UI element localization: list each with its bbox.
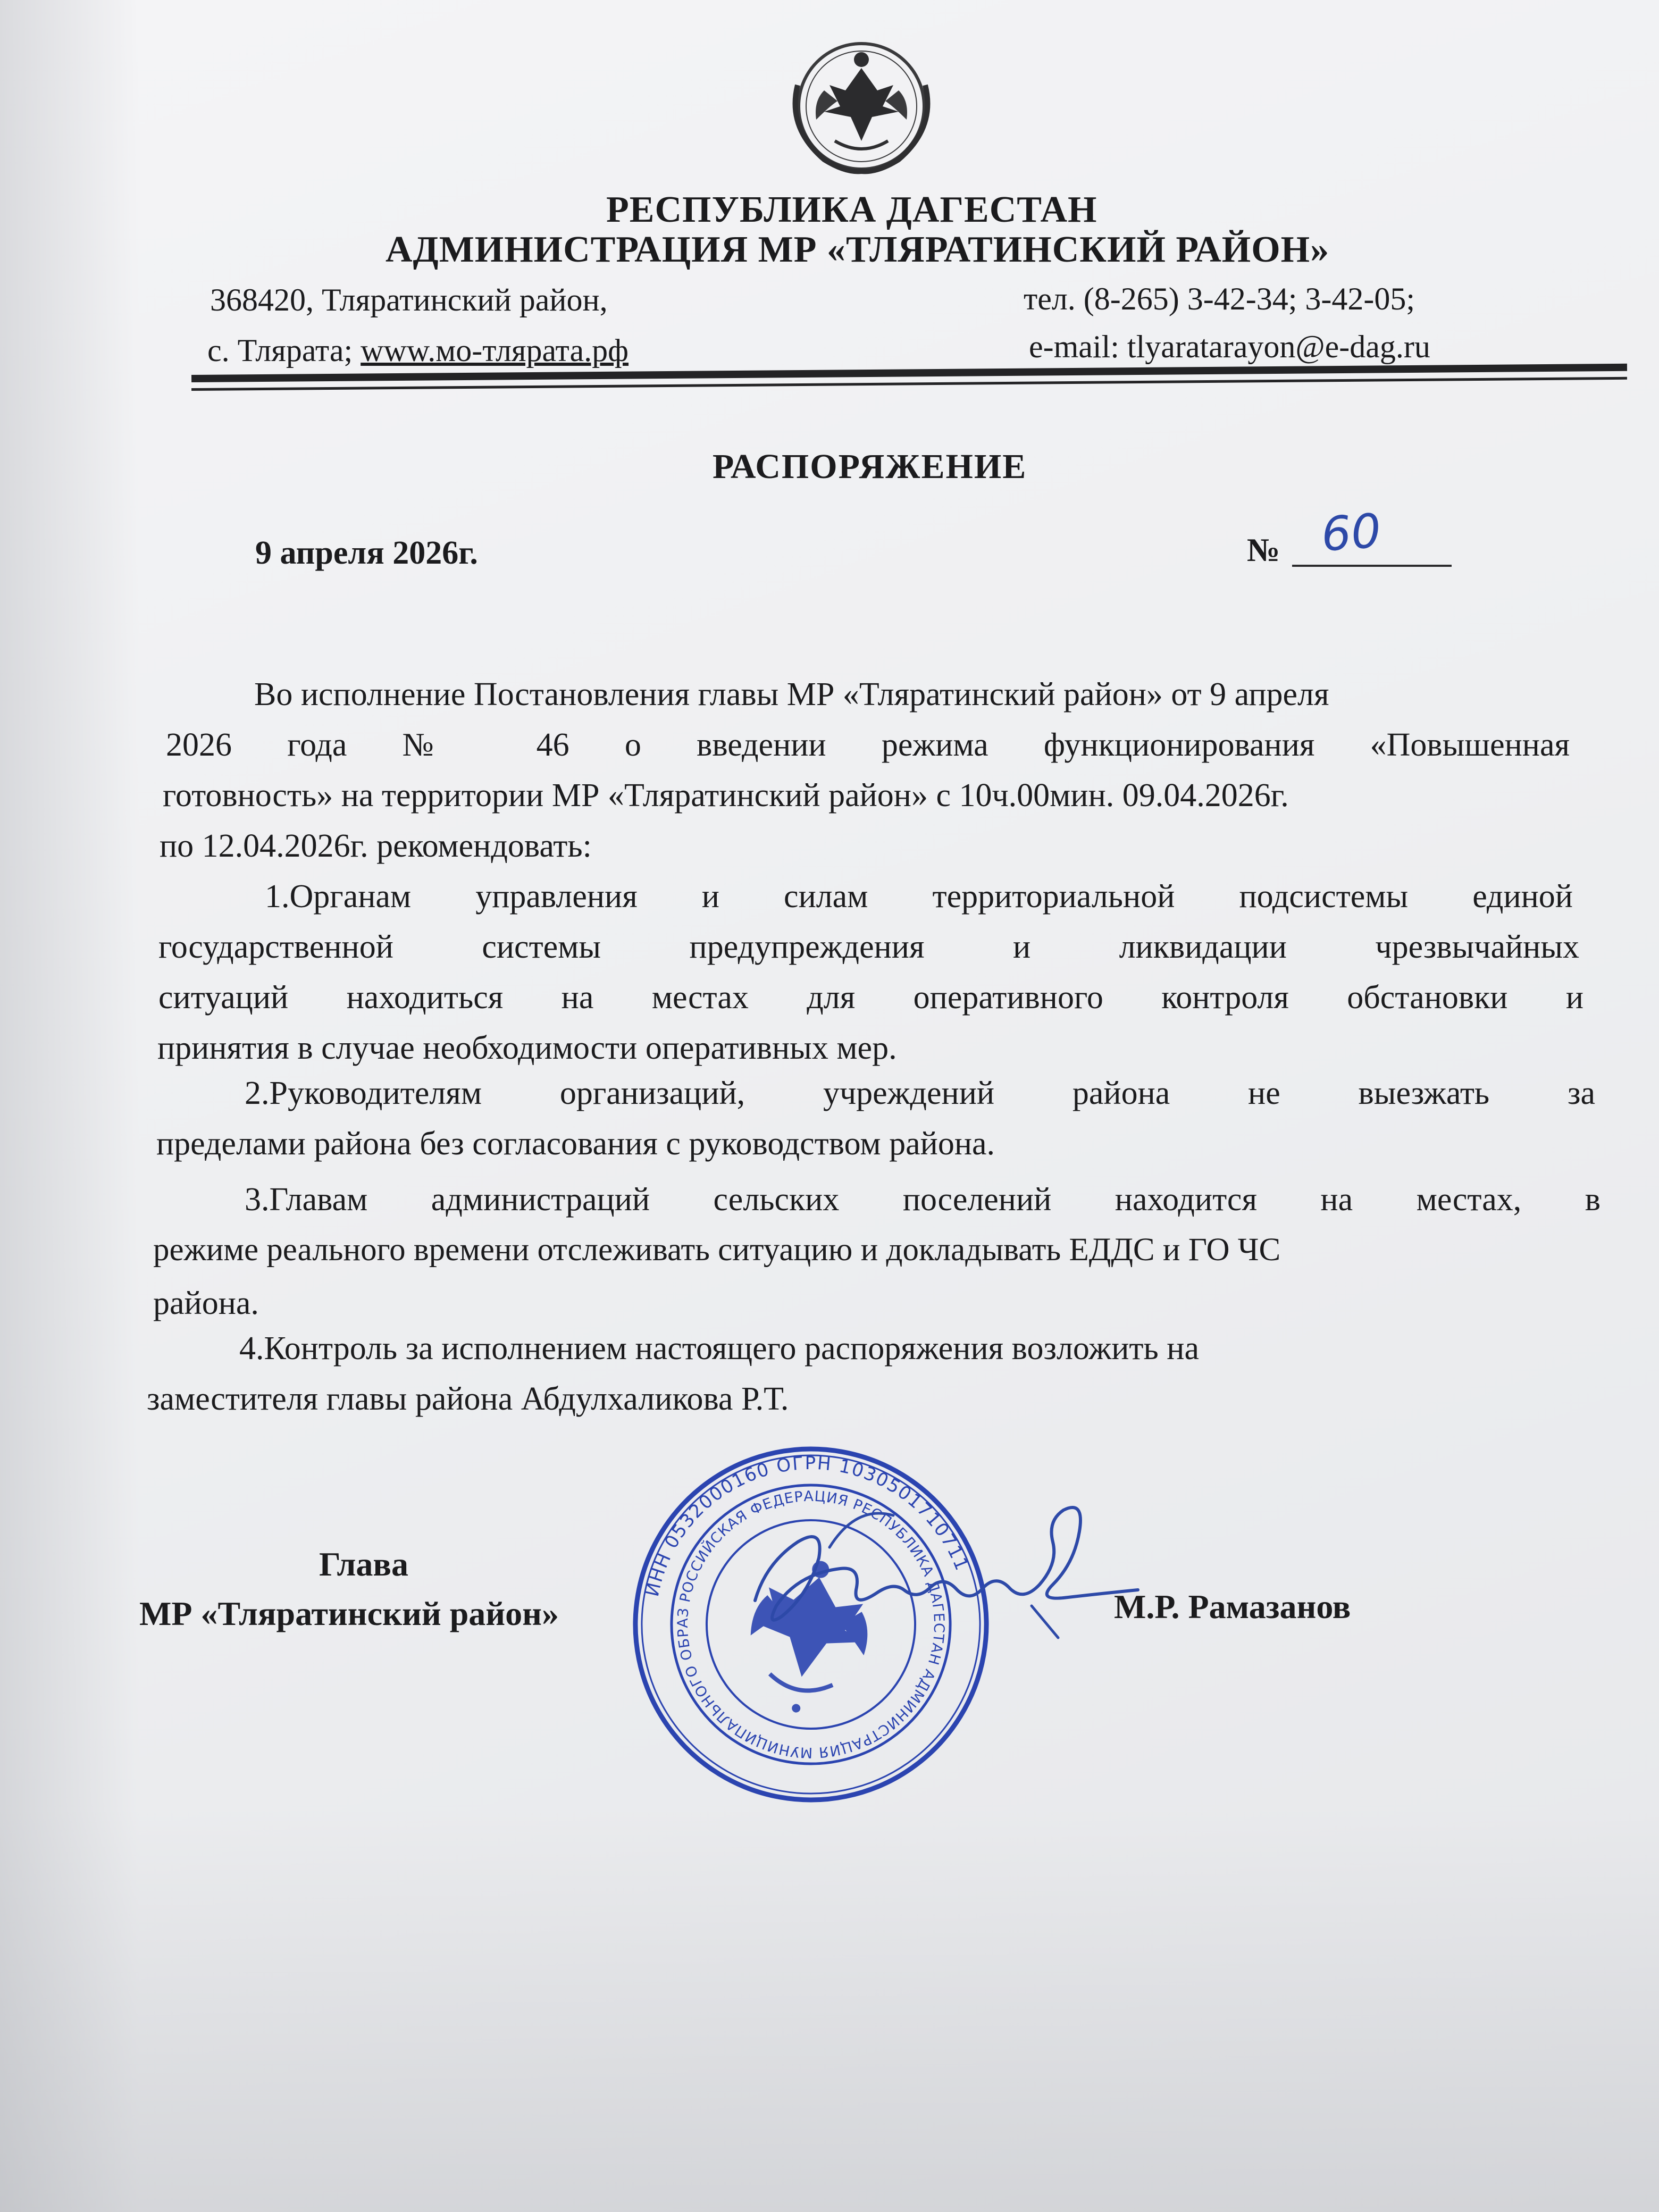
body-line: режиме реального времени отслеживать ситуацию и докладывать ЕДДС и ГО ЧС bbox=[153, 1232, 1281, 1268]
body-line: 1.Органам управления и силам территориальной подсистемы единой bbox=[265, 878, 1573, 915]
signer-title-line-1: Глава bbox=[319, 1545, 408, 1583]
header-administration: АДМИНИСТРАЦИЯ МР «ТЛЯРАТИНСКИЙ РАЙОН» bbox=[386, 229, 1330, 270]
body-line: государственной системы предупреждения и ликвидации чрезвычайных bbox=[158, 929, 1579, 965]
signer-name: М.Р. Рамазанов bbox=[1114, 1588, 1351, 1626]
body-line: пределами района без согласования с руководством района. bbox=[156, 1126, 995, 1162]
body-line: района. bbox=[153, 1285, 259, 1321]
handwritten-signature bbox=[734, 1484, 1149, 1643]
signer-title-line-2: МР «Тляратинский район» bbox=[139, 1595, 559, 1632]
email-address: e-mail: tlyaratarayon@e-dag.ru bbox=[1029, 329, 1430, 364]
body-line: ситуаций находиться на местах для оперативного контроля обстановки и bbox=[158, 979, 1583, 1016]
document-number-underline bbox=[1292, 565, 1452, 567]
document-date: 9 апреля 2026г. bbox=[255, 535, 478, 571]
body-line: заместителя главы района Абдулхаликова Р.Т. bbox=[147, 1381, 789, 1417]
document-number-handwritten: 60 bbox=[1319, 503, 1383, 562]
address-line-1: 368420, Тляратинский район, bbox=[210, 282, 608, 317]
body-line: 2.Руководителям организаций, учреждений района не выезжать за bbox=[245, 1075, 1595, 1111]
body-line: Во исполнение Постановления главы МР «Тляратинский район» от 9 апреля bbox=[254, 676, 1329, 713]
body-line: готовность» на территории МР «Тляратинский район» с 10ч.00мин. 09.04.2026г. bbox=[163, 777, 1289, 814]
body-line: 2026 года № 46 о введении режима функционирования «Повышенная bbox=[166, 727, 1570, 763]
website-link[interactable]: www.мо-тлярата.рф bbox=[361, 333, 629, 368]
body-line: 3.Главам администраций сельских поселений находится на местах, в bbox=[245, 1182, 1601, 1218]
page-shadow-bottom bbox=[0, 1808, 1659, 2212]
address-line-2 bbox=[207, 332, 629, 369]
coat-of-arms-emblem bbox=[766, 27, 957, 186]
document-title: РАСПОРЯЖЕНИЕ bbox=[713, 447, 1027, 486]
seal-outer-text: ИНН 0532000160 ОГРН 1030501710711 bbox=[641, 1452, 973, 1599]
phone-numbers: тел. (8-265) 3-42-34; 3-42-05; bbox=[1024, 281, 1415, 316]
body-line: 4.Контроль за исполнением настоящего распоряжения возложить на bbox=[239, 1330, 1199, 1367]
body-line: по 12.04.2026г. рекомендовать: bbox=[160, 828, 592, 864]
document-number-label: № bbox=[1247, 532, 1280, 568]
body-line: принятия в случае необходимости оперативных мер. bbox=[157, 1030, 897, 1066]
header-republic: РЕСПУБЛИКА ДАГЕСТАН bbox=[606, 189, 1097, 230]
address-village: с. Тлярата; bbox=[207, 333, 361, 368]
seal-inner-text: РОССИЙСКАЯ ФЕДЕРАЦИЯ РЕСПУБЛИКА ДАГЕСТАН АДМИНИСТРАЦИЯ МУНИЦИПАЛЬНОГО ОБРАЗОВАНИЯ bbox=[674, 1488, 948, 1761]
